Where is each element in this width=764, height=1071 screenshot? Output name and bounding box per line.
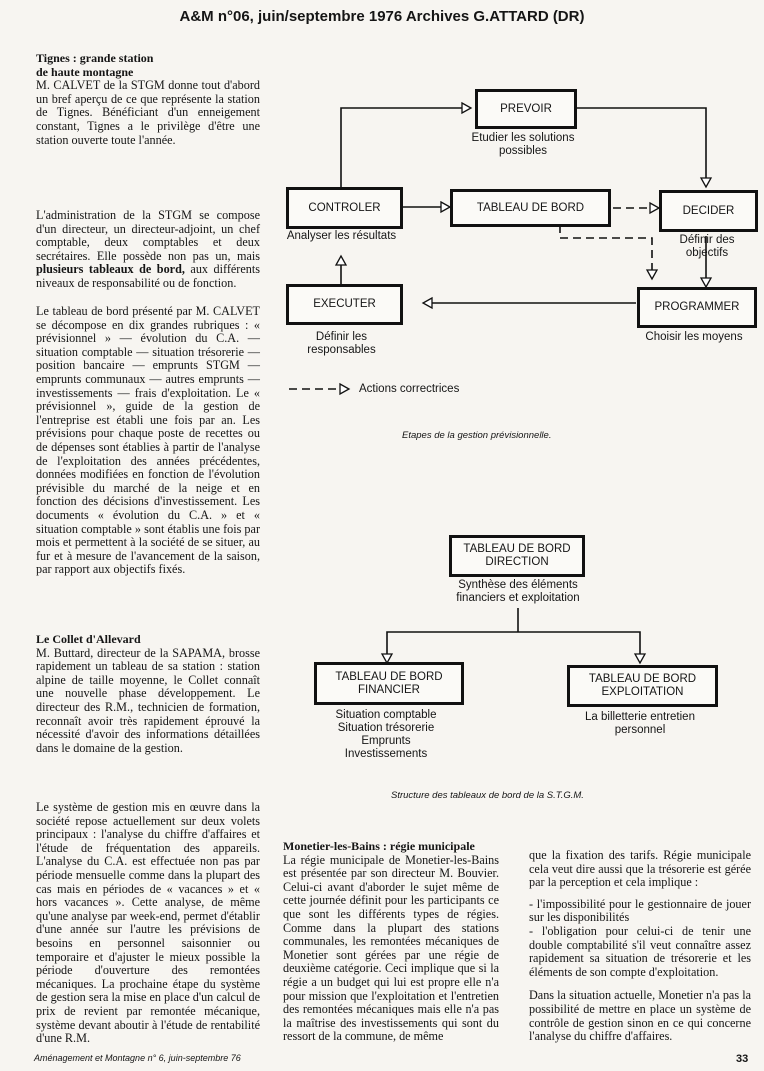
tignes-heading-2: de haute montagne bbox=[36, 64, 134, 79]
monetier-paragraph: La régie municipale de Monetier-les-Bains est présentée par son directeur M. Bouvier. Celui-ci avant d'aborder le sujet même de cette journée définit pour les participants ce que sont les différents types de régies. Comme dans la plupart des stations communales, les remontées mécaniques de Monetier sont gérées par une régie de deuxième catégorie. Ceci implique que si la régie a un budget qui lui est propre elle n'a pour mission que l'exploitation et l'entretien des remontées mécaniques mais elle n'a pas la maîtrise des investissements qui sont du ressort de la commune, de même bbox=[283, 852, 499, 1044]
gestion-text: Le système de gestion mis en œuvre dans la société repose actuellement sur deux volets principaux : l'analyse du chiffre d'affaires et l'étude de fréquentation des appareils. L'analyse du C.A. est effectuée non pas par période mensuelle comme dans la plupart des cas mais en périodes de « vacances » et « hors vacances ». Cette analyse, de même qu'une analyse par week-end, permet d'établir d'une année sur l'autre les prévisions de besoins en personnel saisonnier ou temporaire et d'ajuster le mieux possible la période d'ouverture des remontées mécaniques. La prochaine étape du système de gestion sera la mise en place d'un calcul de prix de revient par remontée mécanique, système devant aboutir à l'étude de rentabilité d'une R.M. bbox=[36, 800, 260, 1046]
programmer-label: PROGRAMMER bbox=[654, 301, 740, 313]
executer-label: EXECUTER bbox=[313, 298, 376, 310]
executer-box bbox=[286, 284, 403, 325]
direction-box bbox=[449, 535, 585, 577]
controler-label: CONTROLER bbox=[308, 201, 381, 214]
decider-label: DECIDER bbox=[682, 204, 735, 217]
prevoir-sub: Etudier les solutions possibles bbox=[471, 132, 575, 157]
tableau-de-bord-box bbox=[450, 189, 611, 227]
tableau-label: TABLEAU DE BORD bbox=[476, 201, 585, 214]
monetier-heading: Monetier-les-Bains : régie municipale bbox=[283, 839, 475, 853]
right-bullet-2: - l'obligation pour celui-ci de tenir une double comptabilité s'il veut connaître assez rapidement sa situation de trésorerie et les éléments de son compte d'exploitation. bbox=[529, 923, 751, 979]
decider-sub: Définir des objectifs bbox=[679, 234, 735, 259]
admin-text-bold: plusieurs tableaux de bord, bbox=[36, 262, 185, 277]
programmer-box bbox=[637, 287, 757, 328]
page-header: A&M n°06, juin/septembre 1976 Archives G.ATTARD (DR) bbox=[179, 8, 585, 25]
admin-text-c: aux différents niveaux de responsabilité ou de fonction. bbox=[36, 262, 260, 290]
tignes-heading-1: Tignes : grande station bbox=[36, 51, 154, 65]
right-paragraph-2: Dans la situation actuelle, Monetier n'a pas la possibilité de mettre en place un système de contrôle de gestion sinon en ce qui concerne l'analyse du chiffre d'affaires. bbox=[529, 988, 751, 1044]
exploitation-box bbox=[567, 665, 718, 707]
exploitation-label-2: EXPLOITATION bbox=[601, 686, 684, 698]
financier-label-1: TABLEAU DE BORD bbox=[335, 670, 443, 683]
programmer-sub: Choisir les moyens bbox=[645, 331, 743, 343]
financier-sub bbox=[314, 709, 458, 761]
financier-label-2: FINANCIER bbox=[358, 683, 420, 696]
prevoir-label: PREVOIR bbox=[500, 102, 552, 115]
right-bullet-1: - l'impossibilité pour le gestionnaire de jouer sur les disponibilités bbox=[529, 896, 751, 925]
admin-text-a: L'administration de la STGM se compose d'un directeur, un directeur-adjoint, un chef comptable, deux comptables et deux secrétaires. Elle possède non pas un, mais bbox=[36, 208, 260, 263]
financier-box bbox=[314, 662, 464, 705]
tableau-bord-text: Le tableau de bord présenté par M. CALVET se décompose en dix grandes rubriques : « prévisionnel » — évolution du C.A. — situation comptable — situation trésorerie — position bancaire — emprunts STGM — emprunts communaux — autres emprunts — investissements — frais d'exploitation. Le « prévisionnel », guide de la gestion de l'entreprise est établi une fois par an. Les prévisions pour chaque poste de recettes ou de dépenses sont établies à partir de l'analyse de l'exploitation des années précédentes, données modifiées en fonction de l'évolution prévisible du marché de la neige et en fonction des décisions d'investissement. Les documents « évolution du C.A. » et « situation comptable » sont établis une fois par mois et permettent à la société de se situer, au fur et à mesure de l'avancement de la saison, par rapport aux objectifs fixés. bbox=[36, 304, 260, 577]
direction-sub: Synthèse des éléments financiers et exploitation bbox=[456, 579, 580, 604]
page-footer: Aménagement et Montagne n° 6, juin-septembre 76 bbox=[34, 1053, 241, 1063]
diagram2-caption: Structure des tableaux de bord de la S.T.G.M. bbox=[391, 790, 584, 801]
executer-sub: Définir les responsables bbox=[307, 331, 376, 356]
financier-item: Investissements bbox=[344, 748, 428, 760]
tignes-paragraph: M. CALVET de la STGM donne tout d'abord un bref aperçu de ce que représente la station de Tignes. Bénéficiant d'un enneigement constant, Tignes a le privilège d'être une station ouverte toute l'année. bbox=[36, 78, 260, 147]
direction-label-1: TABLEAU DE BORD bbox=[463, 543, 571, 555]
exploitation-label-1: TABLEAU DE BORD bbox=[588, 673, 697, 685]
financier-item: Situation comptable bbox=[335, 709, 437, 721]
collet-heading: Le Collet d'Allevard bbox=[36, 632, 141, 646]
page-number: 33 bbox=[736, 1053, 749, 1065]
direction-label-2: DIRECTION bbox=[485, 556, 549, 568]
decider-box bbox=[659, 190, 758, 232]
diagram1-caption: Etapes de la gestion prévisionnelle. bbox=[402, 430, 552, 441]
collet-paragraph: M. Buttard, directeur de la SAPAMA, brosse rapidement un tableau de sa station : station alpine de taille moyenne, le Collet connaît une nouvelle phase développement. Le directeur des R.M., technicien de formation, reconnaît avoir très rapidement éprouvé la nécessité d'avoir des informations détaillées dans le domaine de la gestion. bbox=[36, 645, 260, 755]
controler-sub: Analyser les résultats bbox=[286, 230, 397, 242]
financier-item: Situation trésorerie bbox=[337, 722, 435, 734]
right-column bbox=[529, 849, 751, 1044]
prevoir-box bbox=[475, 89, 577, 129]
controler-box bbox=[286, 187, 403, 229]
right-paragraph-1: que la fixation des tarifs. Régie municipale cela veut dire aussi que la trésorerie est gérée par la perception et cela implique : bbox=[529, 848, 751, 890]
legend-label: Actions correctrices bbox=[359, 383, 460, 395]
exploitation-sub: La billetterie entretien personnel bbox=[585, 711, 695, 736]
middle-column bbox=[283, 840, 499, 1044]
financier-item: Emprunts bbox=[361, 735, 411, 747]
